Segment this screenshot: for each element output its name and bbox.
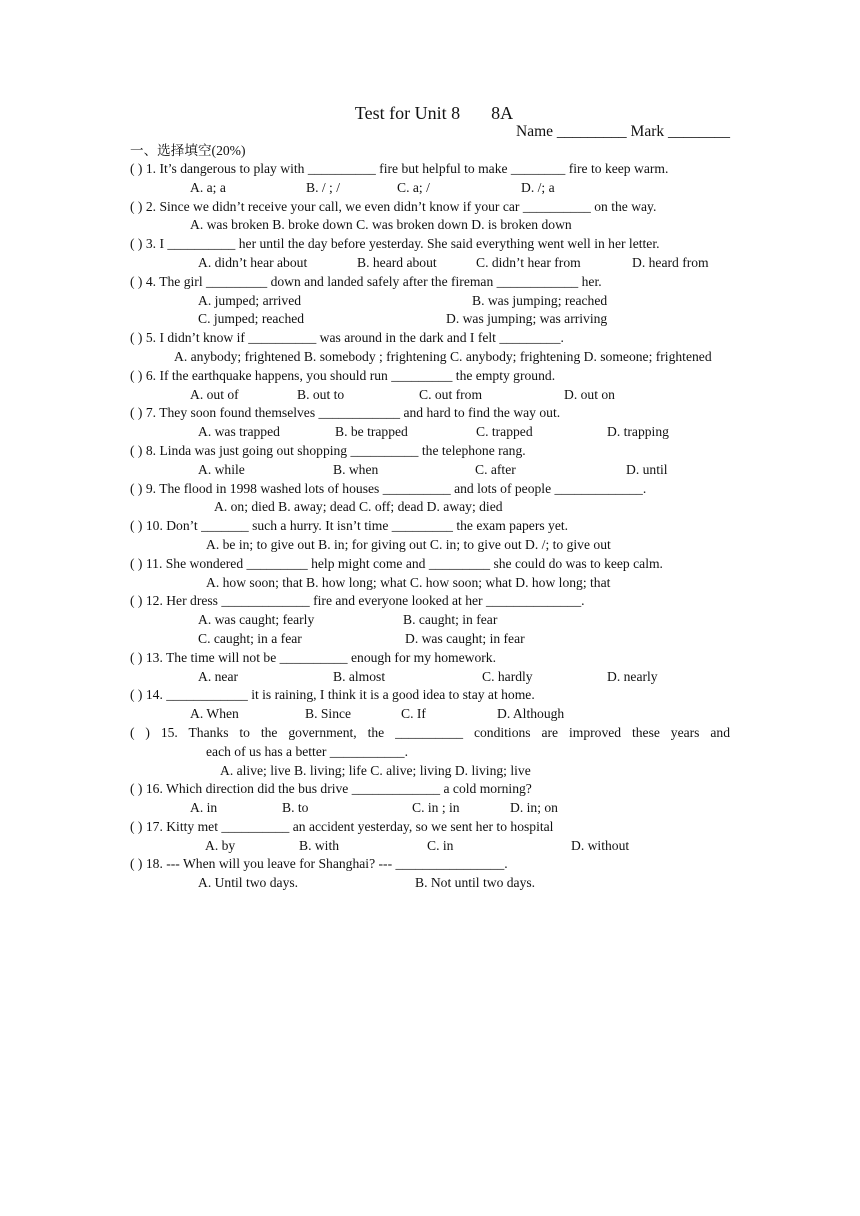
option-b: B. almost [333,668,386,684]
question-4-stem: ( ) 4. The girl _________ down and landed safely after the fireman ____________ her. [130,273,602,289]
question-2-options: A. was broken B. broke down C. was broken down D. is broken down [190,217,572,233]
option-b: B. be trapped [335,424,408,440]
option-d: D. was jumping; was arriving [446,311,608,327]
question-17-stem: ( ) 17. Kitty met __________ an accident yesterday, so we sent her to hospital [130,818,554,834]
question-10-options: A. be in; to give out B. in; for giving out C. in; to give out D. /; to give out [206,536,611,552]
question-7-options [130,423,730,442]
question-18-options [130,874,730,893]
option-d: D. was caught; in fear [405,630,525,646]
question-9-options: A. on; died B. away; dead C. off; dead D. away; died [214,499,503,515]
option-d: D. trapping [607,424,669,440]
option-c: C. in [427,837,454,853]
page-title [138,102,730,124]
title-text: Test for Unit 8 [354,103,461,123]
question-14-stem: ( ) 14. ____________ it is raining, I think it is a good idea to stay at home. [130,687,535,703]
question-1-options [130,179,730,198]
option-b: B. with [299,837,340,853]
title-suffix: 8A [491,103,514,123]
option-c: C. a; / [397,179,430,195]
question-12-options-row1 [130,611,730,630]
option-c: C. after [475,461,516,477]
option-b: B. caught; in fear [403,612,498,628]
option-b: B. to [282,800,309,816]
option-d: D. nearly [607,668,658,684]
question-6-options [130,386,730,405]
question-2-stem: ( ) 2. Since we didn’t receive your call, we even didn’t know if your car __________ on the way. [130,198,657,214]
option-d: D. without [571,837,630,853]
question-11-options: A. how soon; that B. how long; what C. how soon; what D. how long; that [206,574,611,590]
option-b: B. Since [305,706,352,722]
option-a: A. near [198,668,239,684]
option-c: C. caught; in a fear [198,630,302,646]
option-b: B. heard about [357,254,437,270]
question-7-stem: ( ) 7. They soon found themselves ____________ and hard to find the way out. [130,405,561,421]
option-a: A. jumped; arrived [198,292,302,308]
option-c: C. jumped; reached [198,311,305,327]
question-12-options-row2 [130,630,730,649]
question-11-stem: ( ) 11. She wondered _________ help might come and _________ she could do was to keep calm. [130,555,663,571]
question-13-options [130,668,730,687]
question-16-stem: ( ) 16. Which direction did the bus drive _____________ a cold morning? [130,781,532,797]
option-c: C. out from [419,386,483,402]
test-page [130,102,730,893]
option-b: B. Not until two days. [415,875,536,891]
question-13-stem: ( ) 13. The time will not be __________ enough for my homework. [130,649,496,665]
option-a: A. in [190,800,218,816]
question-12-stem: ( ) 12. Her dress _____________ fire and everyone looked at her ______________. [130,593,585,609]
option-b: B. when [333,461,379,477]
name-mark-line: Name _________ Mark ________ [516,123,730,140]
question-3-stem: ( ) 3. I __________ her until the day before yesterday. She said everything went well in her letter. [130,236,660,252]
option-c: C. in ; in [412,800,460,816]
option-a: A. a; a [190,179,226,195]
question-1-stem: ( ) 1. It’s dangerous to play with __________ fire but helpful to make ________ fire to keep warm. [130,161,669,176]
question-14-options [130,705,730,724]
option-a: A. When [190,706,239,722]
option-a: A. didn’t hear about [198,254,308,270]
option-a: A. out of [190,386,239,402]
option-b: B. / ; / [306,179,340,195]
question-5-stem: ( ) 5. I didn’t know if __________ was around in the dark and I felt _________. [130,330,564,346]
option-c: C. trapped [476,424,533,440]
question-5-options: A. anybody; frightened B. somebody ; frightening C. anybody; frightening D. someone; frightened [174,348,712,364]
question-18-stem: ( ) 18. --- When will you leave for Shanghai? --- ________________. [130,856,508,872]
option-d: D. in; on [510,800,558,816]
option-a: A. by [205,837,236,853]
option-c: C. didn’t hear from [476,254,581,270]
option-a: A. was caught; fearly [198,612,315,628]
question-16-options [130,799,730,818]
question-15-stem: ( ) 15. Thanks to the government, the __________ conditions are improved these years and [130,724,730,740]
option-c: C. hardly [482,668,533,684]
option-d: D. heard from [632,254,709,270]
option-b: B. was jumping; reached [472,292,608,308]
question-15-stem-cont: each of us has a better ___________. [206,743,408,759]
question-3-options [130,254,730,273]
option-d: D. out on [564,386,615,402]
question-15-options: A. alive; live B. living; life C. alive; living D. living; live [220,762,531,778]
question-4-options-row1 [130,292,730,311]
question-9-stem: ( ) 9. The flood in 1998 washed lots of houses __________ and lots of people _____________. [130,480,647,496]
option-d: D. Although [497,706,565,722]
question-8-options [130,461,730,480]
question-8-stem: ( ) 8. Linda was just going out shopping __________ the telephone rang. [130,442,526,458]
option-a: A. Until two days. [198,875,299,891]
question-6-stem: ( ) 6. If the earthquake happens, you should run _________ the empty ground. [130,367,556,383]
section-heading: 一、选择填空(20%) [130,143,246,158]
option-b: B. out to [297,386,345,402]
question-10-stem: ( ) 10. Don’t _______ such a hurry. It isn’t time _________ the exam papers yet. [130,518,569,534]
option-d: D. until [626,461,668,477]
option-c: C. If [401,706,426,722]
question-17-options [130,837,730,856]
question-4-options-row2 [130,310,730,329]
option-a: A. was trapped [198,424,280,440]
option-d: D. /; a [521,179,555,195]
option-a: A. while [198,461,245,477]
